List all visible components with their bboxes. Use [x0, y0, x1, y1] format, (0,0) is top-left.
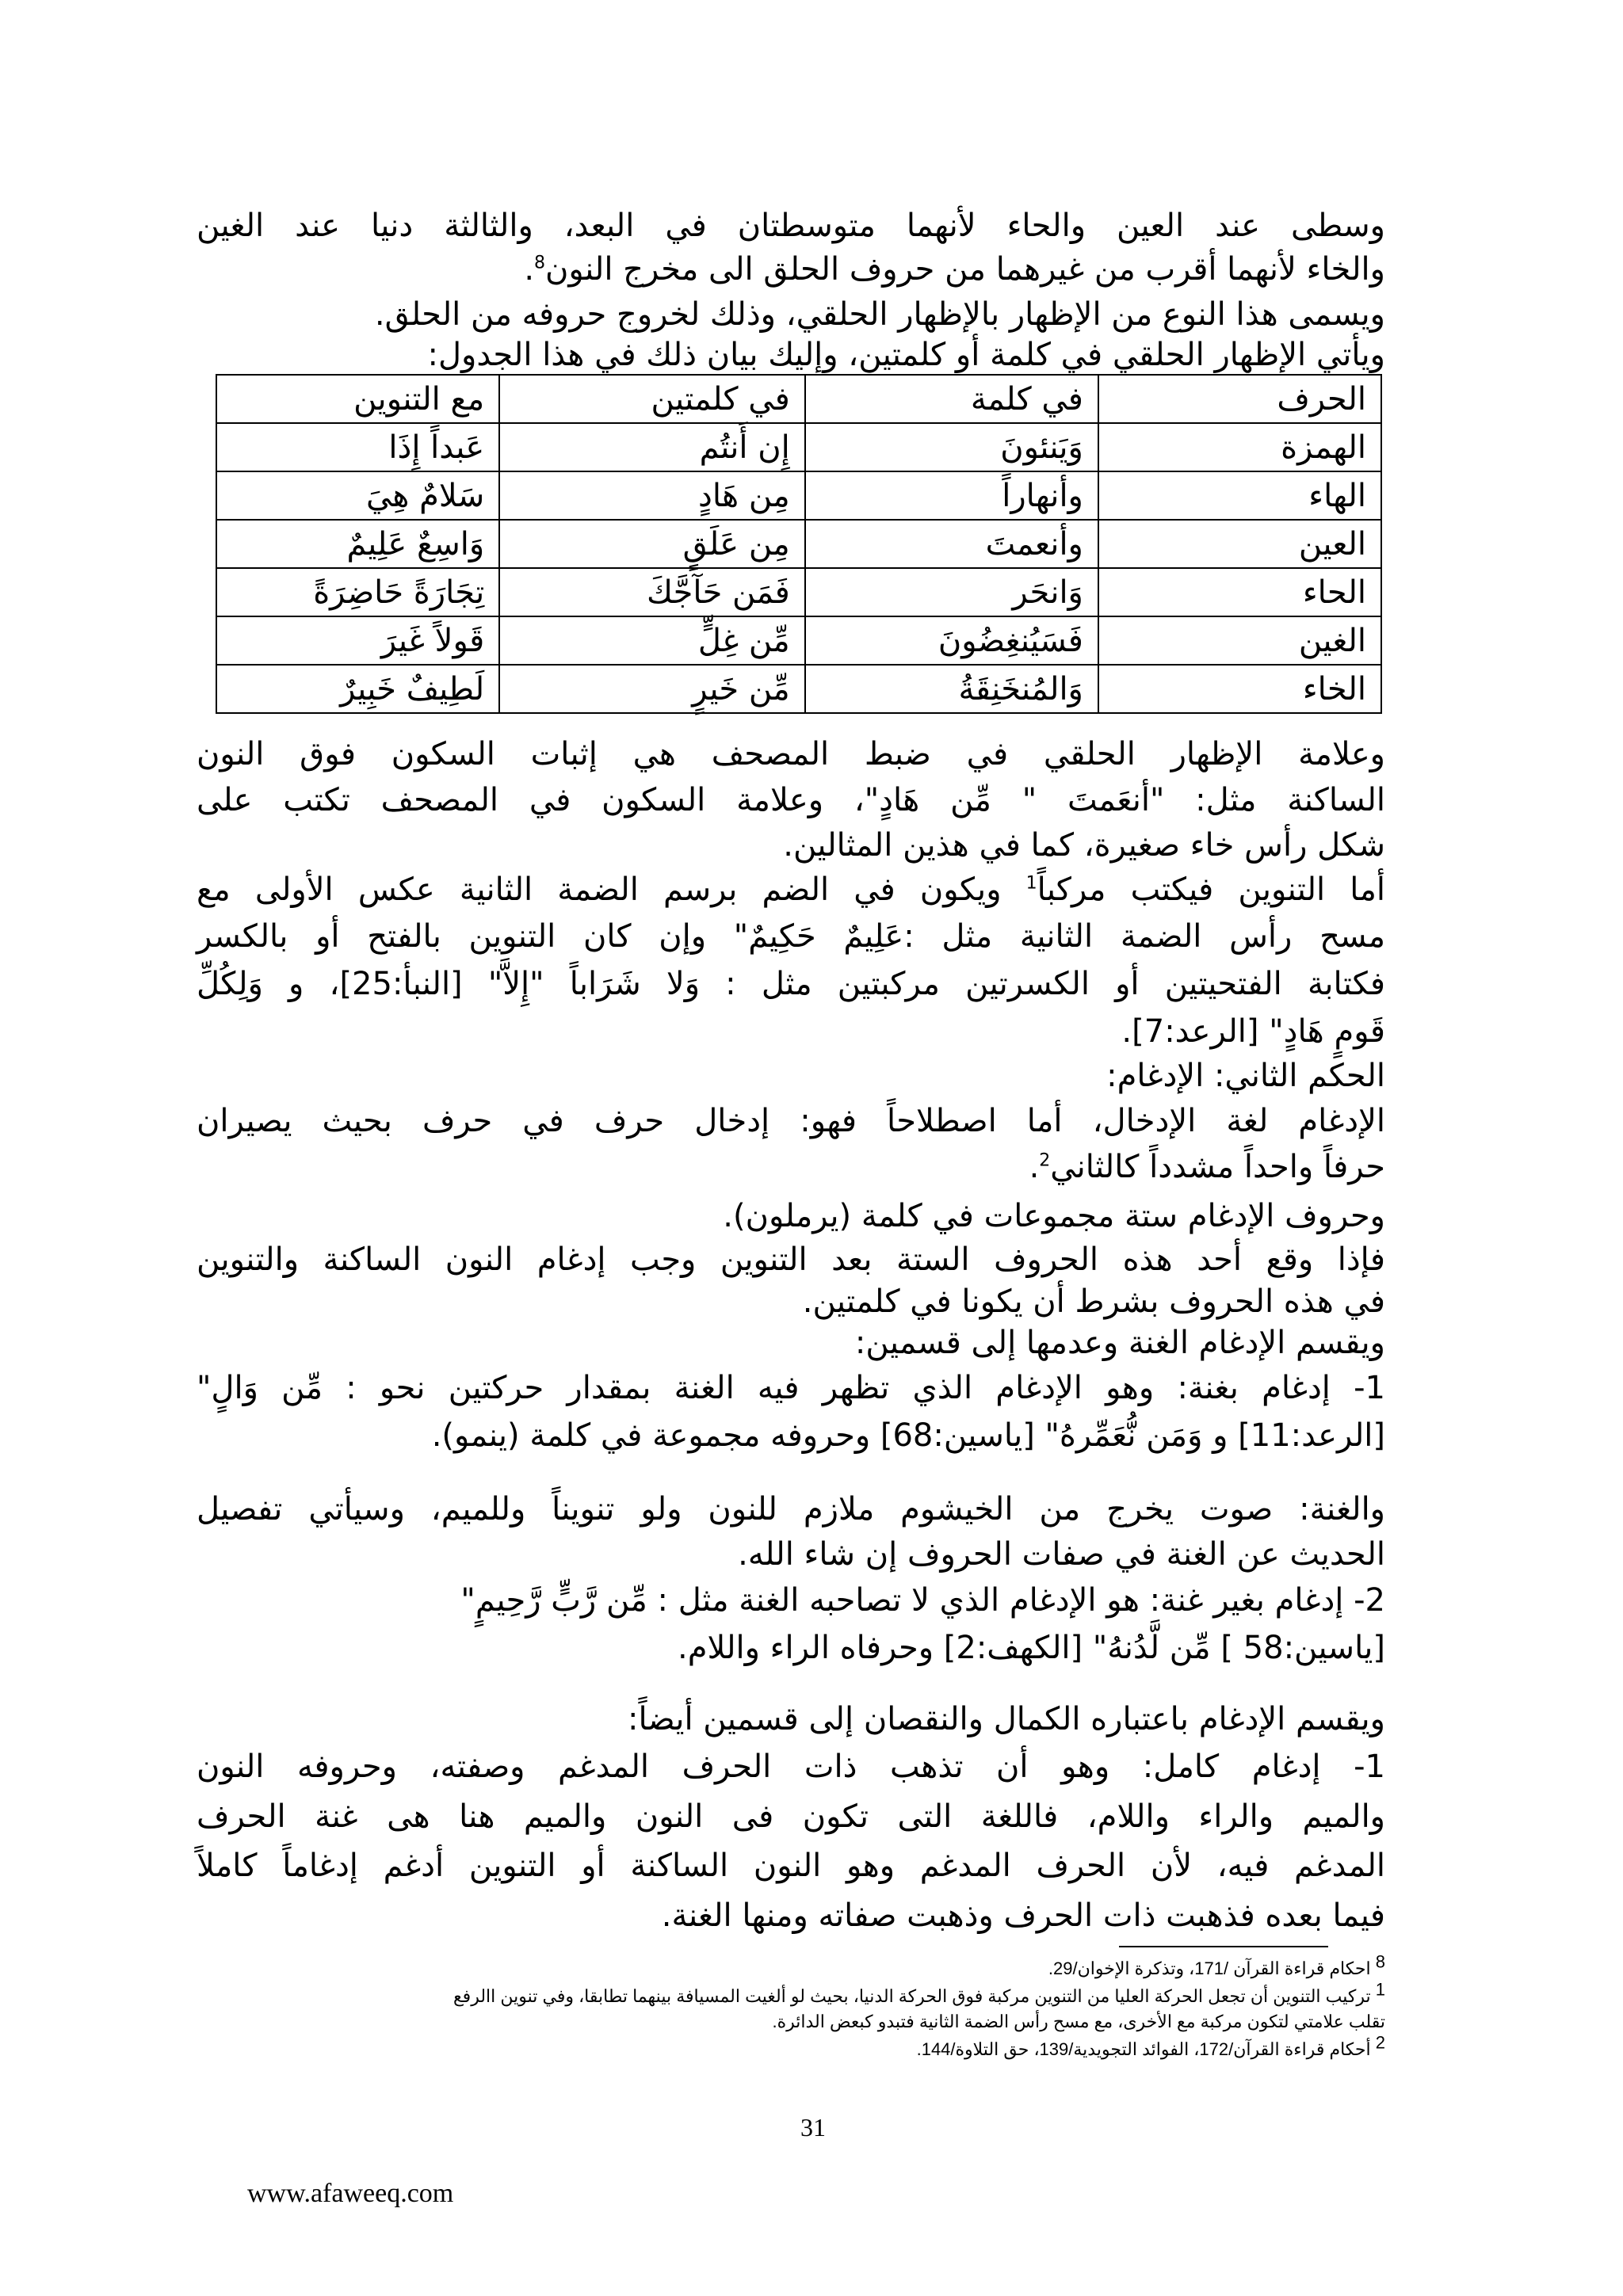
table-cell: لَطِيفٌ خَبِيرٌ — [216, 665, 499, 713]
body-line: ويقسم الإدغام الغنة وعدمها إلى قسمين: — [854, 1325, 1385, 1361]
body-line: وحروف الإدغام ستة مجموعات في كلمة (يرملون). — [723, 1198, 1385, 1234]
table-cell: تِجَارَةً حَاضِرَةً — [216, 568, 499, 616]
footnote-ref: 1 — [1025, 873, 1037, 894]
table-header-cell: في كلمتين — [499, 375, 805, 423]
table-header-cell: مع التنوين — [216, 375, 499, 423]
table-cell: وأنهاراً — [805, 471, 1098, 520]
body-line: والميم والراء واللام، فاللغة التى تكون فى النون والميم هنا هى غنة الحرف — [197, 1798, 1385, 1835]
body-line: مسح رأس الضمة الثانية مثل :عَلِيمٌ حَكِيمٌ" وإن كان التنوين بالفتح أو بالكسر — [197, 918, 1385, 955]
table-cell: وأنعمتَ — [805, 520, 1098, 568]
izhar-table — [216, 374, 1382, 714]
table-cell: وَيَنئونَ — [805, 423, 1098, 471]
body-line: 1- إدغام كامل: وهو أن تذهب ذات الحرف المدغم وصفته، وحروفه النون — [197, 1749, 1385, 1785]
website-url: www.afaweeq.com — [247, 2179, 454, 2208]
section-heading: الحكم الثاني: الإدغام: — [1106, 1058, 1385, 1094]
body-text: ويكون في الضم برسم الضمة الثانية عكس الأولى مع — [197, 871, 1026, 908]
body-line: فإذا وقع أحد هذه الحروف الستة بعد التنوين وجب إدغام النون الساكنة والتنوين — [197, 1241, 1385, 1278]
table-cell: الهاء — [1098, 471, 1381, 520]
footnote-text: أحكام قراءة القرآن/172، الفوائد التجويدية/139، حق التلاوة/144. — [916, 2039, 1376, 2059]
footnote-mark: 2 — [1375, 2032, 1385, 2053]
footnote — [228, 1979, 1385, 2008]
table-cell: سَلامٌ هِيَ — [216, 471, 499, 520]
footnote-separator — [1119, 1946, 1328, 1947]
table-cell: العين — [1098, 520, 1381, 568]
body-line: وعلامة الإظهار الحلقي في ضبط المصحف هي إثبات السكون فوق النون — [197, 736, 1385, 772]
table-cell: مِن هَادٍ — [499, 471, 805, 520]
footnote-text: تقلب علامتي لتكون مركبة مع الأخرى، مع مسح رأس الضمة الثانية فتبدو كبعض الدائرة. — [772, 2012, 1385, 2031]
table-row — [216, 520, 1381, 568]
table-header-cell: الحرف — [1098, 375, 1381, 423]
body-text: . — [524, 251, 535, 288]
body-line: الساكنة مثل: "أنعَمتَ " مِّن هَادٍ"، وعلامة السكون في المصحف تكتب على — [197, 782, 1385, 818]
body-line: الحديث عن الغنة في صفات الحروف إن شاء الله. — [738, 1536, 1385, 1573]
footnote — [228, 1951, 1385, 1981]
body-line: فكتابة الفتحيتين أو الكسرتين مركبتين مثل : وَلا شَرَاباً "إِلاَّ" [النبأ:25]، و وَلِكُلِّ — [197, 966, 1385, 1002]
table-cell: الغين — [1098, 616, 1381, 665]
table-cell: الحاء — [1098, 568, 1381, 616]
body-line: وسطى عند العين والحاء لأنهما متوسطتان في البعد، والثالثة دنيا عند الغين — [197, 208, 1385, 244]
table-cell: الخاء — [1098, 665, 1381, 713]
table-row — [216, 423, 1381, 471]
footnote — [228, 2032, 1385, 2061]
table-cell: وَاسِعٌ عَلِيمٌ — [216, 520, 499, 568]
table-row — [216, 471, 1381, 520]
body-line: [ياسين:58 ] مِّن لَّدُنهُ" [الكهف:2] وحرفاه الراء واللام. — [677, 1630, 1385, 1666]
table-row — [216, 568, 1381, 616]
body-line: ويأتي الإظهار الحلقي في كلمة أو كلمتين، وإليك بيان ذلك في هذا الجدول: — [427, 337, 1385, 373]
footnote-ref: 8 — [534, 253, 546, 273]
table-cell: فَسَيُنغِضُونَ — [805, 616, 1098, 665]
body-line — [197, 866, 1385, 913]
table-header-row — [216, 375, 1381, 423]
body-line: قَومٍ هَادٍ" [الرعد:7]. — [1121, 1013, 1385, 1050]
table-cell: فَمَن حَآجَّكَ — [499, 568, 805, 616]
body-text: والخاء لأنهما أقرب من غيرهما من حروف الحلق الى مخرج النون — [545, 251, 1385, 288]
table-header-cell: في كلمة — [805, 375, 1098, 423]
body-line — [197, 246, 1385, 293]
body-line: والغنة: صوت يخرج من الخيشوم ملازم للنون ولو تنويناً وللميم، وسيأتي تفصيل — [197, 1491, 1385, 1527]
table-cell: مِّن غِلٍّ — [499, 616, 805, 665]
body-line — [197, 1143, 1385, 1191]
table-cell: قَولاً غَيرَ — [216, 616, 499, 665]
footnote-text: تركيب التنوين أن تجعل الحركة العليا من التنوين مركبة فوق الحركة الدنيا، بحيث لو ألغيت المسيافة بينهما تطابقا، وفي تنوين االرفع — [453, 1986, 1376, 2006]
page-number: 31 — [800, 2113, 826, 2142]
footnote-text: احكام قراءة القرآن /171، وتذكرة الإخوان/29. — [1048, 1958, 1376, 1978]
footnote — [228, 2010, 1385, 2034]
table-cell: مِّن خَيرٍ — [499, 665, 805, 713]
body-line: 2- إدغام بغير غنة: هو الإدغام الذي لا تصاحبه الغنة مثل : مِّن رَّبٍّ رَّحِيمٍ" — [460, 1582, 1385, 1619]
body-line: شكل رأس خاء صغيرة، كما في هذين المثالين. — [783, 827, 1385, 864]
footnote-mark: 8 — [1375, 1951, 1385, 1972]
body-line: المدغم فيه، لأن الحرف المدغم وهو النون الساكنة أو التنوين أدغم إدغاماً كاملاً — [197, 1848, 1385, 1884]
table-cell: وَالمُنخَنِقَةُ — [805, 665, 1098, 713]
body-line: فيما بعده فذهبت ذات الحرف وذهبت صفاته ومنها الغنة. — [661, 1897, 1385, 1934]
footnote-ref: 2 — [1039, 1150, 1051, 1171]
body-line: الإدغام لغة الإدخال، أما اصطلاحاً فهو: إدخال حرف في حرف بحيث يصيران — [197, 1103, 1385, 1139]
table-cell: الهمزة — [1098, 423, 1381, 471]
table-row — [216, 616, 1381, 665]
body-line: ويسمى هذا النوع من الإظهار بالإظهار الحلقي، وذلك لخروج حروفه من الحلق. — [374, 296, 1385, 333]
table-cell: عَبداً إِذَا — [216, 423, 499, 471]
body-line: 1- إدغام بغنة: وهو الإدغام الذي تظهر فيه الغنة بمقدار حركتين نحو : مِّن وَالٍ" — [197, 1370, 1385, 1406]
section-heading: ويقسم الإدغام باعتباره الكمال والنقصان إلى قسمين أيضاً: — [627, 1701, 1385, 1737]
table-row — [216, 665, 1381, 713]
body-text: . — [1029, 1149, 1040, 1185]
body-text: أما التنوين فيكتب مركباً — [1037, 871, 1386, 908]
table-cell: وَانحَر — [805, 568, 1098, 616]
table-cell: مِن عَلَقٍ — [499, 520, 805, 568]
body-line: [الرعد:11] و وَمَن نُّعَمِّرهُ" [ياسين:68] وحروفه مجموعة في كلمة (ينمو). — [431, 1417, 1385, 1454]
body-line: في هذه الحروف بشرط أن يكونا في كلمتين. — [802, 1283, 1385, 1320]
body-text: حرفاً واحداً مشدداً كالثاني — [1050, 1149, 1385, 1185]
footnote-mark: 1 — [1375, 1979, 1385, 2000]
table-cell: إِن أَنتُم — [499, 423, 805, 471]
